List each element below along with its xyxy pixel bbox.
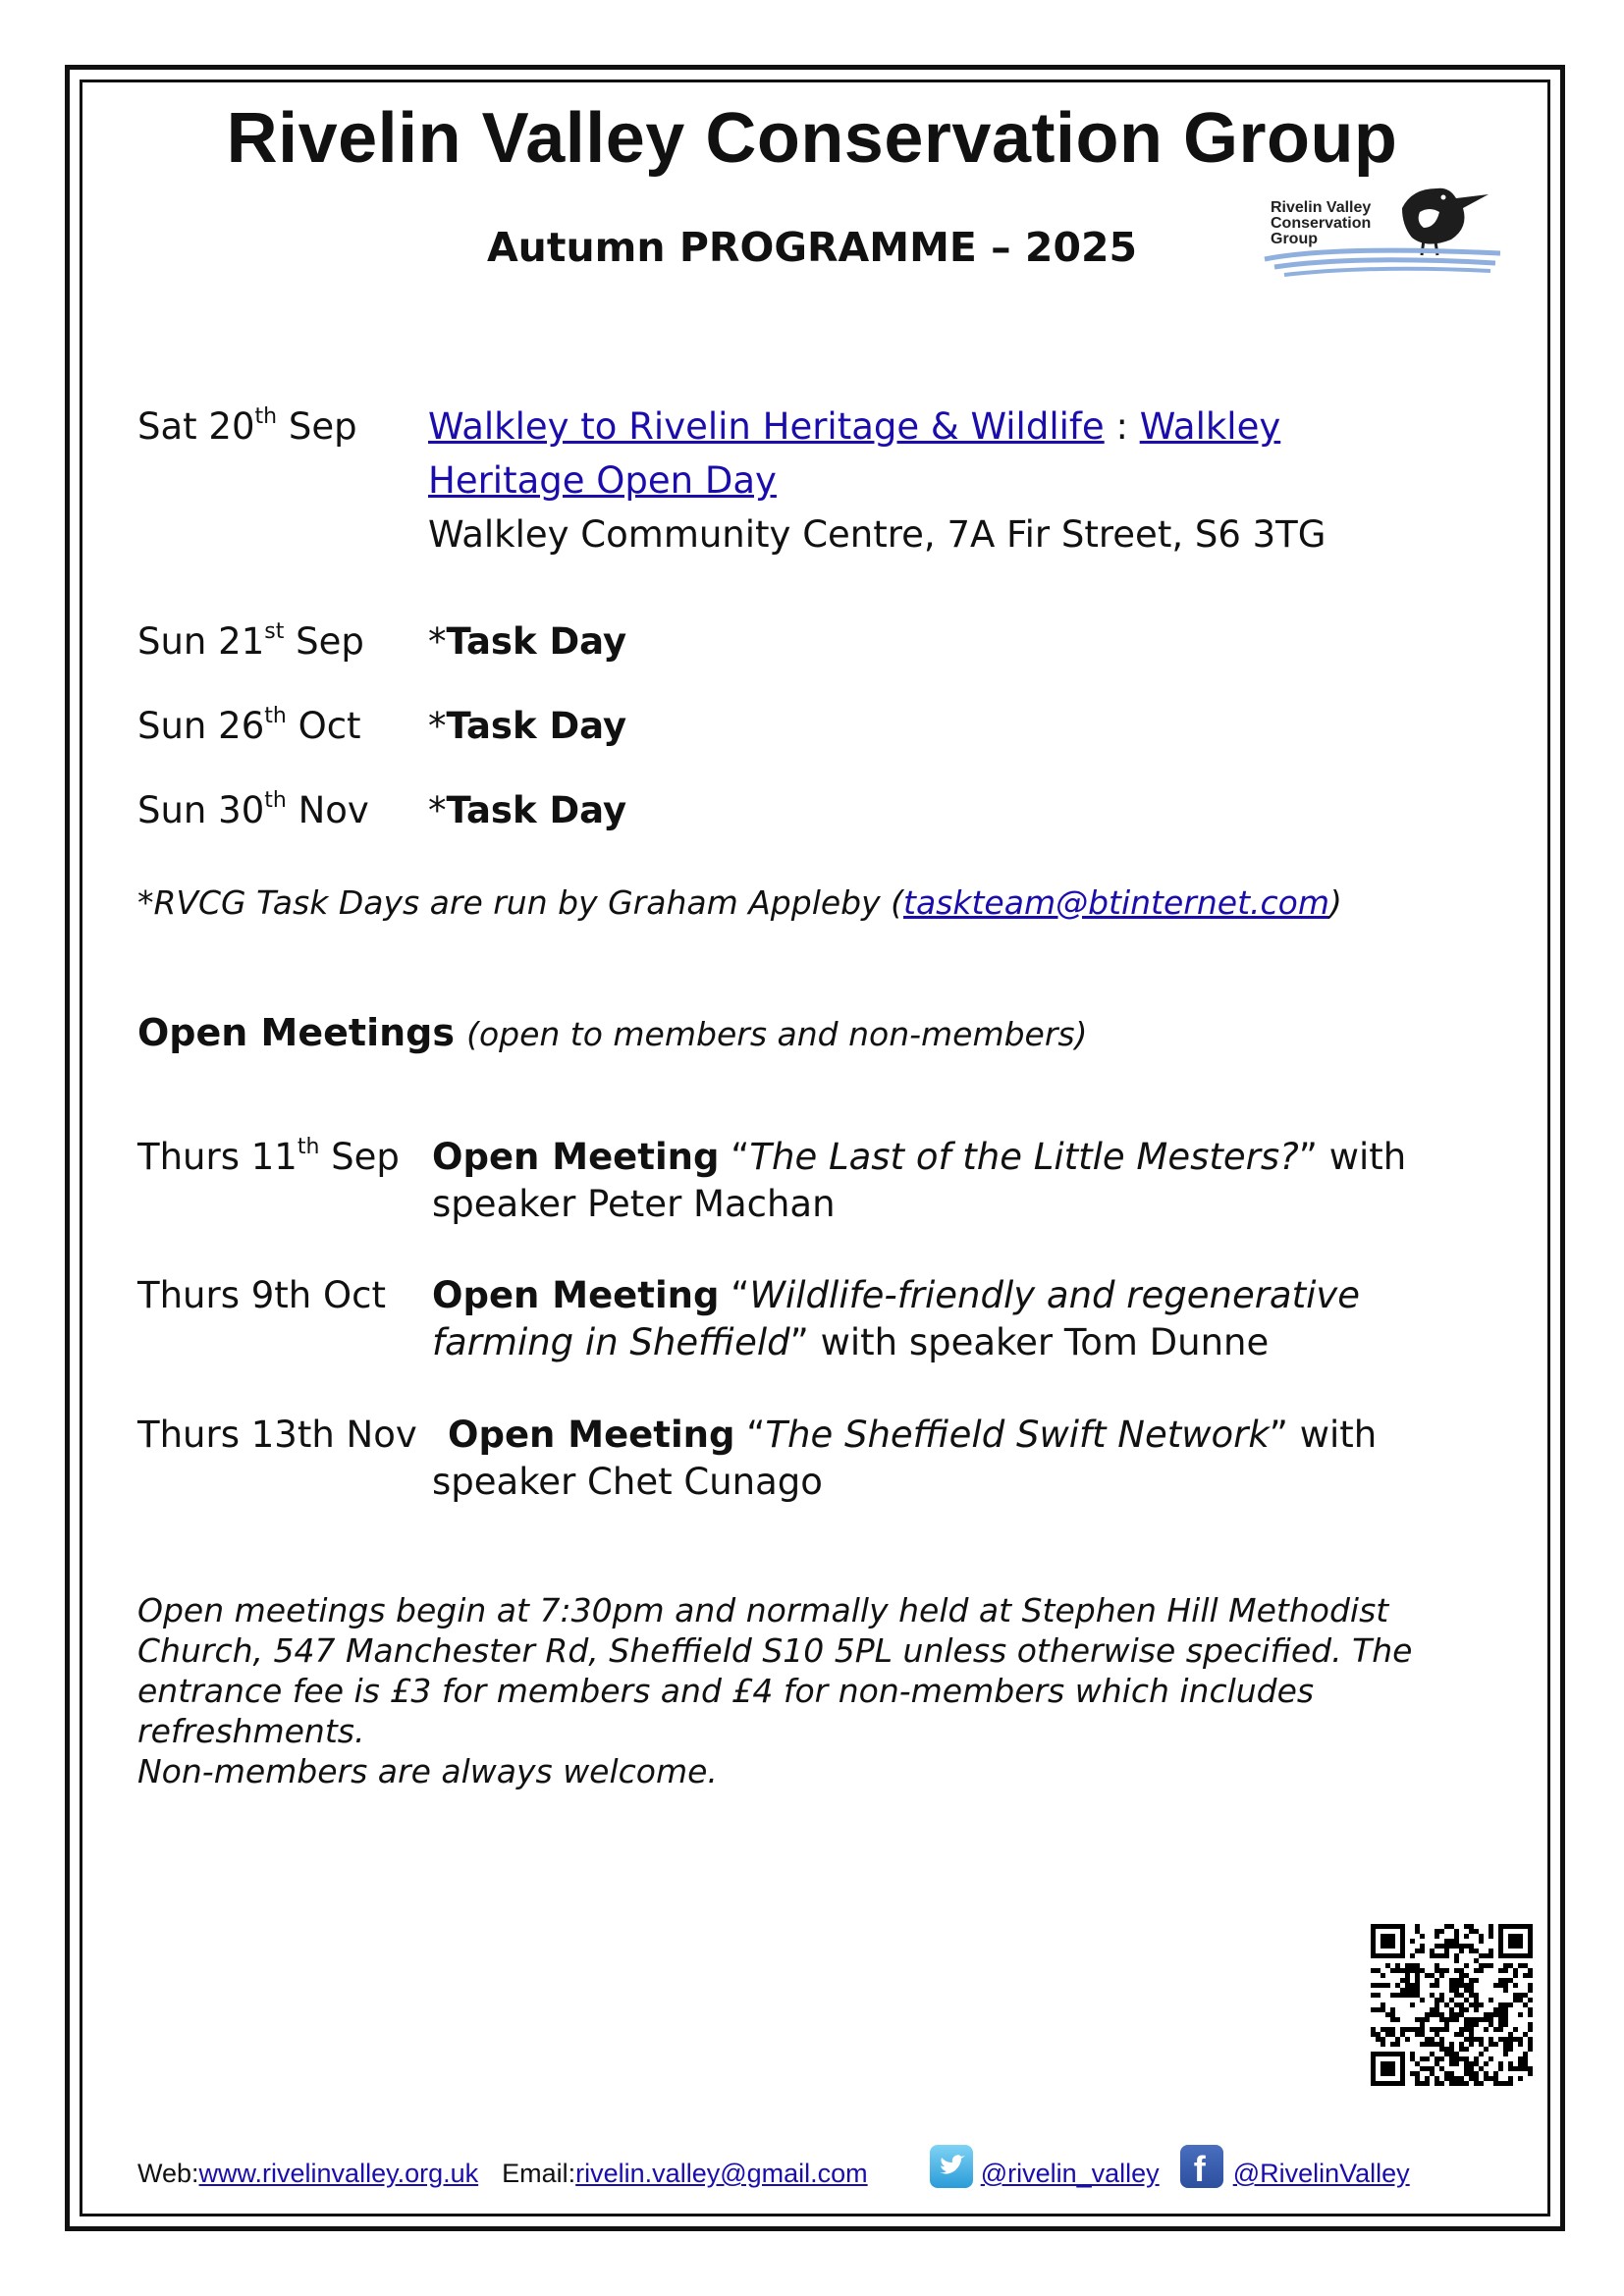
event-title: Walkley to Rivelin Heritage & Wildlife : Walkley bbox=[428, 405, 1281, 448]
meeting-date: Thurs 9th Oct bbox=[137, 1274, 386, 1316]
meeting-info-paragraph: Open meetings begin at 7:30pm and normally held at Stephen Hill Methodist Church, 547 Manchester Rd, Sheffield S10 5PL unless otherwise specified. The entrance fee is £3 for members and £4 for non-members which includes refreshments. Non-members are always welcome. bbox=[137, 1591, 1413, 1790]
twitter-handle-link[interactable]: @rivelin_valley bbox=[980, 2159, 1160, 2188]
event-date: Sat 20th Sep bbox=[137, 404, 357, 448]
taskteam-email-link[interactable]: taskteam@btinternet.com bbox=[903, 883, 1329, 922]
task-days-note: *RVCG Task Days are run by Graham Appleby (taskteam@btinternet.com) bbox=[137, 883, 1342, 922]
task-day-label: *Task Day bbox=[428, 705, 627, 747]
meeting-date: Thurs 13th Nov bbox=[137, 1414, 417, 1456]
event-venue: Walkley Community Centre, 7A Fir Street, S6 3TG bbox=[428, 513, 1326, 556]
meeting-title: Open Meeting “The Sheffield Swift Network” with bbox=[448, 1414, 1378, 1456]
website-link[interactable]: www.rivelinvalley.org.uk bbox=[198, 2159, 479, 2188]
event-date: Sun 21st Sep bbox=[137, 619, 364, 663]
logo-text: Rivelin Valley Conservation Group bbox=[1271, 199, 1372, 247]
meeting-speaker: farming in Sheffield” with speaker Tom Dunne bbox=[432, 1321, 1270, 1363]
qr-code[interactable] bbox=[1371, 1924, 1533, 2086]
meeting-title: Open Meeting “Wildlife-friendly and regenerative bbox=[432, 1274, 1361, 1316]
rvcg-logo bbox=[1255, 169, 1510, 282]
page-title: Rivelin Valley Conservation Group bbox=[226, 99, 1398, 178]
meeting-speaker: speaker Peter Machan bbox=[432, 1183, 836, 1225]
twitter-icon[interactable] bbox=[930, 2145, 973, 2188]
open-meetings-heading: Open Meetings (open to members and non-members) bbox=[137, 1011, 1088, 1054]
event-date: Sun 30th Nov bbox=[137, 788, 369, 831]
meeting-title: Open Meeting “The Last of the Little Mesters?” with bbox=[432, 1136, 1407, 1178]
meeting-speaker: speaker Chet Cunago bbox=[432, 1461, 823, 1503]
facebook-handle-link[interactable]: @RivelinValley bbox=[1232, 2159, 1410, 2188]
event-date: Sun 26th Oct bbox=[137, 704, 361, 747]
email-link[interactable]: rivelin.valley@gmail.com bbox=[575, 2159, 868, 2188]
walkley-rivelin-link[interactable]: Walkley to Rivelin Heritage & Wildlife bbox=[428, 405, 1105, 448]
task-day-label: *Task Day bbox=[428, 789, 627, 831]
walkley-heritage-link-b[interactable]: Heritage Open Day bbox=[428, 459, 777, 502]
task-day-label: *Task Day bbox=[428, 620, 627, 663]
programme-subtitle: Autumn PROGRAMME – 2025 bbox=[486, 224, 1138, 271]
page-footer: Web:www.rivelinvalley.org.uk Email:rivelin.valley@gmail.com @rivelin_valley f @RivelinValley bbox=[137, 2145, 1410, 2189]
walkley-heritage-link-a[interactable]: Walkley bbox=[1139, 405, 1281, 448]
meeting-date: Thurs 11th Sep bbox=[137, 1135, 400, 1178]
facebook-icon[interactable]: f bbox=[1180, 2145, 1223, 2188]
